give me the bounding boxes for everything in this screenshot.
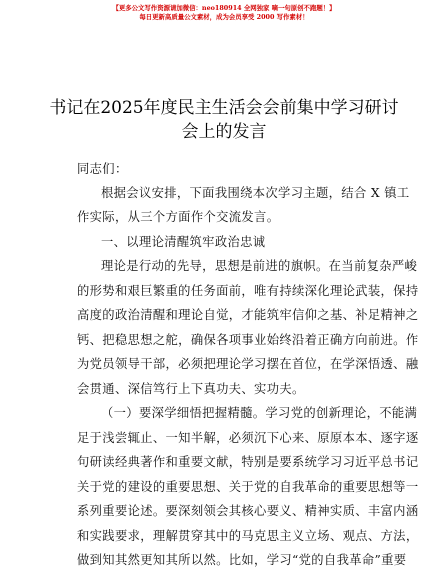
promo-banner-line-1: 【更多公文写作资源请加微信：neo180914 全网独家 嘀一句原创不跑题！】 [112, 4, 336, 12]
body-line: 的形势和艰巨繁重的任务面前，唯有持续深化理论武装，保持 [77, 284, 419, 298]
body-line: 作实际，从三个方面作个交流发言。 [77, 210, 280, 224]
body-line: 理论是行动的先导，思想是前进的旗帜。在当前复杂严峻 [101, 259, 418, 273]
body-line: 关于党的建设的重要思想、关于党的自我革命的重要思想等一 [77, 480, 419, 494]
promo-banner-line-2: 每日更新高质量公文素材，成为会员享受 2000 写作素材！ [139, 13, 309, 21]
body-line: 句研读经典著作和重要文献，特别是要系统学习习近平总书记 [77, 455, 419, 469]
section-heading: 一、以理论清醒筑牢政治忠诚 [101, 235, 266, 249]
body-line: 钙、把稳思想之舵，确保各项事业始终沿着正确方向前进。作 [77, 333, 419, 347]
body-line: 做到知其然更知其所以然。比如，学习“党的自我革命”重要 [77, 553, 407, 567]
document-title-line-2: 会上的发言 [181, 122, 267, 142]
body-line: 会贯通、深信笃行上下真功夫、实功夫。 [77, 382, 305, 396]
document-title-line-1: 书记在2025年度民主生活会会前集中学习研讨 [49, 98, 399, 118]
body-line: 和实践要求，理解贯穿其中的马克思主义立场、观点、方法， [77, 529, 419, 543]
body-line: 系列重要论述。要深刻领会其核心要义、精神实质、丰富内涵 [77, 504, 419, 518]
body-line: 根据会议安排，下面我围绕本次学习主题，结合 X 镇工 [101, 186, 410, 200]
subsection-line: （一）要深学细悟把握精髓。学习党的创新理论，不能满 [101, 406, 418, 420]
body-line: 为党员领导干部，必须把理论学习摆在首位，在学深悟透、融 [77, 357, 419, 371]
body-line: 足于浅尝辄止、一知半解，必须沉下心来、原原本本、逐字逐 [77, 431, 419, 445]
body-line: 高度的政治清醒和理论自觉，才能筑牢信仰之基、补足精神之 [77, 308, 419, 322]
salutation: 同志们： [77, 162, 128, 176]
